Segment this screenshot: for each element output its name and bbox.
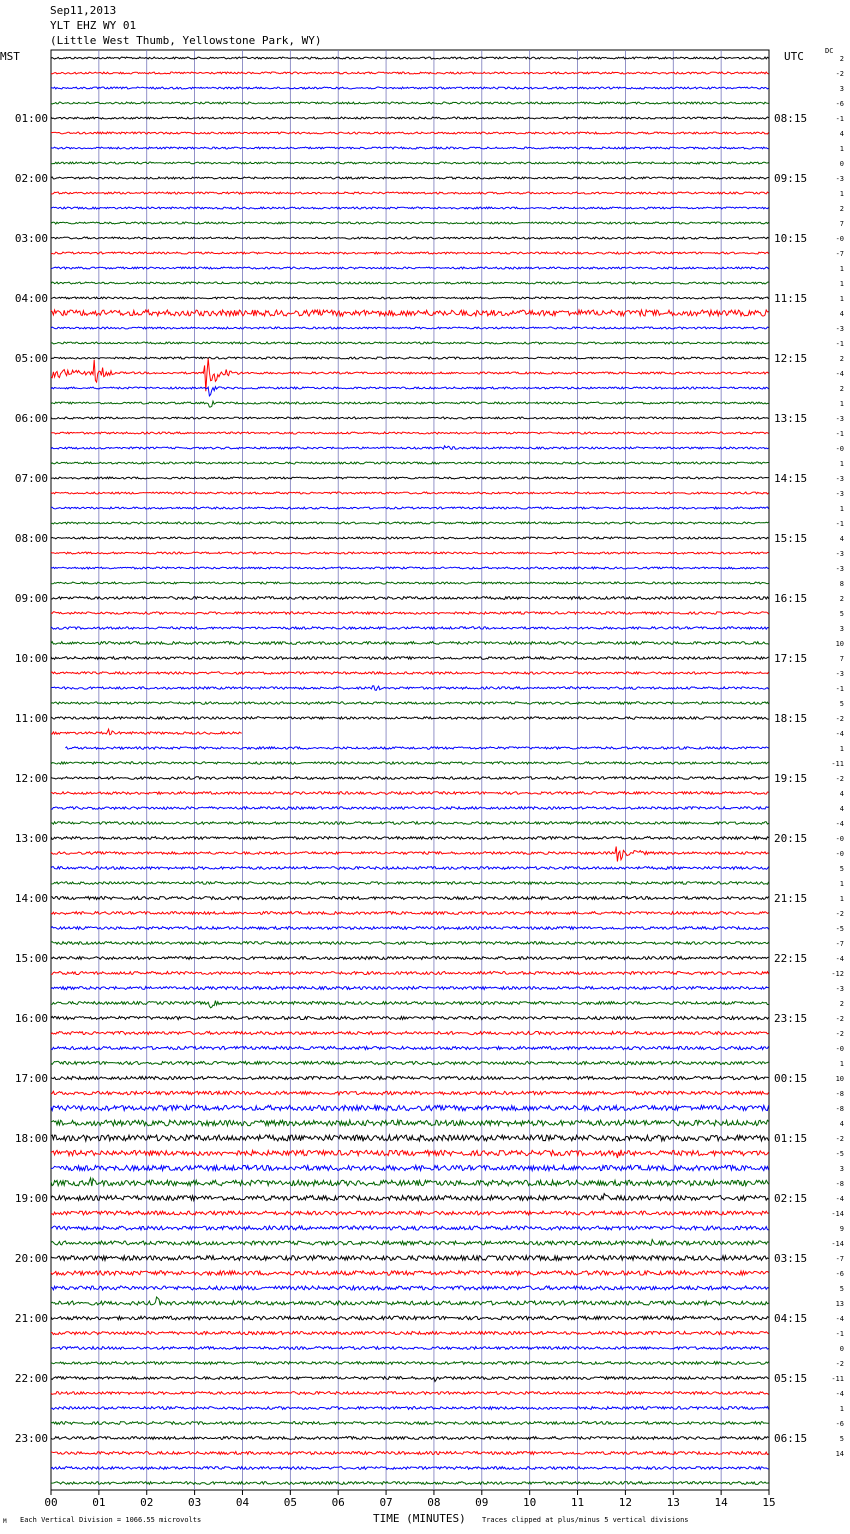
dc-offset-value: 2: [839, 595, 844, 603]
utc-hour-label: 16:15: [774, 592, 808, 605]
seismic-trace: [51, 582, 769, 584]
dc-offset-value: 1: [839, 745, 844, 753]
dc-offset-value: 8: [839, 580, 844, 588]
mst-hour-label: 13:00: [14, 832, 48, 845]
dc-offset-value: 0: [839, 160, 844, 168]
utc-hour-label: 08:15: [774, 112, 808, 125]
utc-hour-label: 05:15: [774, 1372, 808, 1385]
dc-offset-value: -2: [835, 775, 844, 783]
seismic-trace: [51, 1120, 769, 1126]
utc-hour-label: 20:15: [774, 832, 808, 845]
dc-offset-value: 4: [839, 310, 844, 318]
seismic-trace: [51, 117, 769, 119]
dc-offset-value: 0: [839, 1345, 844, 1353]
dc-offset-value: 13: [835, 1300, 844, 1308]
dc-offset-value: 4: [839, 790, 844, 798]
mst-hour-label: 14:00: [14, 892, 48, 905]
utc-hour-label: 22:15: [774, 952, 808, 965]
seismic-trace: [51, 1211, 769, 1215]
seismic-trace: [51, 359, 769, 392]
seismic-trace: [51, 972, 769, 975]
mst-hour-label: 04:00: [14, 292, 48, 305]
seismic-trace: [51, 897, 769, 900]
seismic-trace: [51, 1001, 769, 1008]
dc-offset-value: -1: [835, 115, 844, 123]
mst-hour-label: 20:00: [14, 1252, 48, 1265]
mst-hour-label: 09:00: [14, 592, 48, 605]
dc-offset-value: 1: [839, 145, 844, 153]
seismic-trace: [51, 477, 769, 479]
seismic-trace: [51, 1105, 769, 1110]
seismic-trace: [51, 987, 769, 990]
seismic-trace: [51, 882, 769, 885]
seismic-trace: [51, 401, 769, 407]
seismic-trace: [51, 1150, 769, 1158]
x-tick-label: 13: [666, 1496, 680, 1509]
dc-offset-value: 3: [839, 625, 844, 633]
seismic-trace: [51, 1091, 769, 1095]
utc-hour-label: 09:15: [774, 172, 808, 185]
dc-offset-value: -4: [835, 1315, 844, 1323]
dc-offset-value: -3: [835, 325, 844, 333]
seismic-trace: [51, 282, 769, 284]
utc-hour-label: 12:15: [774, 352, 808, 365]
dc-offset-value: -2: [835, 1030, 844, 1038]
dc-offset-value: 7: [839, 655, 844, 663]
seismic-trace: [51, 597, 769, 600]
seismic-trace: [51, 222, 769, 224]
dc-offset-value: -3: [835, 175, 844, 183]
dc-offset-value: 4: [839, 1120, 844, 1128]
dc-offset-value: -0: [835, 850, 844, 858]
dc-offset-value: -4: [835, 1390, 844, 1398]
seismic-trace: [51, 357, 769, 359]
seismic-trace: [51, 387, 769, 396]
dc-offset-value: 7: [839, 220, 844, 228]
seismic-trace: [51, 567, 769, 569]
dc-offset-value: 4: [839, 805, 844, 813]
dc-offset-value: -1: [835, 1330, 844, 1338]
seismic-trace: [51, 1178, 769, 1186]
utc-hour-label: 00:15: [774, 1072, 808, 1085]
dc-offset-value: -4: [835, 820, 844, 828]
seismic-trace: [51, 72, 769, 74]
dc-offset-value: -4: [835, 370, 844, 378]
mst-hour-label: 05:00: [14, 352, 48, 365]
dc-offset-value: 1: [839, 1060, 844, 1068]
mst-hour-label: 08:00: [14, 532, 48, 545]
dc-offset-value: -8: [835, 1180, 844, 1188]
utc-hour-label: 21:15: [774, 892, 808, 905]
seismic-trace: [51, 1467, 769, 1470]
mst-hour-label: 07:00: [14, 472, 48, 485]
seismic-trace: [51, 657, 769, 660]
mst-hour-label: 18:00: [14, 1132, 48, 1145]
station-code: YLT EHZ WY 01: [50, 19, 137, 32]
x-tick-label: 06: [331, 1496, 345, 1509]
utc-axis-label: UTC: [784, 50, 804, 63]
dc-offset-value: -3: [835, 415, 844, 423]
seismic-trace: [51, 1061, 769, 1064]
x-tick-label: 01: [92, 1496, 106, 1509]
dc-offset-value: 2: [839, 1000, 844, 1008]
dc-offset-value: -2: [835, 70, 844, 78]
dc-offset-value: 2: [839, 355, 844, 363]
dc-offset-value: -3: [835, 550, 844, 558]
seismic-trace: [51, 252, 769, 254]
dc-offset-value: 5: [839, 1435, 844, 1443]
utc-hour-label: 17:15: [774, 652, 808, 665]
utc-hour-label: 03:15: [774, 1252, 808, 1265]
seismic-trace: [51, 1362, 769, 1365]
seismic-trace: [51, 1482, 769, 1485]
dc-offset-value: -7: [835, 940, 844, 948]
dc-offset-value: 5: [839, 1285, 844, 1293]
seismic-trace: [51, 1331, 769, 1334]
clip-note: Traces clipped at plus/minus 5 vertical divisions: [482, 1516, 689, 1524]
seismic-trace: [51, 87, 769, 89]
utc-hour-label: 11:15: [774, 292, 808, 305]
dc-offset-value: 5: [839, 610, 844, 618]
x-tick-label: 07: [379, 1496, 393, 1509]
seismic-trace: [51, 777, 769, 780]
seismic-trace: [51, 672, 769, 674]
utc-hour-label: 14:15: [774, 472, 808, 485]
dc-offset-value: -2: [835, 1135, 844, 1143]
dc-offset-value: -0: [835, 445, 844, 453]
seismic-trace: [51, 102, 769, 104]
dc-offset-value: 5: [839, 865, 844, 873]
mst-hour-label: 21:00: [14, 1312, 48, 1325]
seismic-trace: [51, 297, 769, 299]
dc-offset-value: -1: [835, 340, 844, 348]
dc-offset-value: -6: [835, 1270, 844, 1278]
dc-offset-value: -1: [835, 430, 844, 438]
seismic-trace: [51, 686, 769, 691]
dc-offset-value: -3: [835, 565, 844, 573]
seismic-trace: [51, 522, 769, 524]
seismic-trace: [51, 1347, 769, 1350]
utc-hour-label: 06:15: [774, 1432, 808, 1445]
dc-offset-value: -3: [835, 670, 844, 678]
dc-offset-value: 14: [835, 1450, 844, 1458]
mst-hour-label: 23:00: [14, 1432, 48, 1445]
dc-offset-value: 1: [839, 460, 844, 468]
dc-offset-value: -11: [831, 760, 844, 768]
seismic-trace: [51, 957, 769, 960]
utc-hour-label: 15:15: [774, 532, 808, 545]
x-tick-label: 15: [762, 1496, 776, 1509]
seismic-trace: [51, 132, 769, 134]
x-tick-label: 09: [475, 1496, 489, 1509]
utc-hour-label: 01:15: [774, 1132, 808, 1145]
x-tick-label: 08: [427, 1496, 441, 1509]
dc-offset-value: 3: [839, 1165, 844, 1173]
x-tick-label: 03: [187, 1496, 202, 1509]
mst-axis-label: MST: [0, 50, 20, 63]
seismic-trace: [51, 847, 769, 862]
logo-mark: M: [3, 1518, 7, 1525]
mst-hour-label: 12:00: [14, 772, 48, 785]
seismic-trace: [51, 342, 769, 344]
seismic-trace: [51, 1392, 769, 1395]
seismic-trace: [51, 1422, 769, 1425]
dc-offset-value: 1: [839, 190, 844, 198]
dc-offset-value: -3: [835, 985, 844, 993]
utc-hour-label: 18:15: [774, 712, 808, 725]
seismic-trace: [51, 1271, 769, 1275]
dc-offset-value: -5: [835, 925, 844, 933]
utc-hour-label: 23:15: [774, 1012, 808, 1025]
dc-offset-value: -2: [835, 715, 844, 723]
dc-offset-value: -0: [835, 1045, 844, 1053]
dc-offset-value: -6: [835, 1420, 844, 1428]
seismic-trace: [51, 717, 769, 719]
x-tick-label: 12: [618, 1496, 633, 1509]
x-tick-label: 00: [44, 1496, 58, 1509]
seismic-trace: [51, 327, 769, 329]
seismic-trace: [51, 462, 769, 464]
seismic-trace: [51, 267, 769, 269]
seismic-trace: [51, 1297, 769, 1305]
seismic-trace: [51, 822, 769, 825]
seismic-trace: [51, 1016, 769, 1019]
utc-hour-label: 04:15: [774, 1312, 808, 1325]
dc-offset-value: -5: [835, 1150, 844, 1158]
seismic-trace: [51, 1452, 769, 1455]
dc-offset-value: 2: [839, 55, 844, 63]
dc-offset-value: 10: [835, 640, 844, 648]
dc-offset-value: -4: [835, 1195, 844, 1203]
seismic-trace: [51, 1031, 769, 1034]
mst-hour-label: 03:00: [14, 232, 48, 245]
mst-hour-label: 15:00: [14, 952, 48, 965]
x-tick-label: 04: [235, 1496, 250, 1509]
seismic-trace: [51, 537, 769, 539]
dc-offset-value: 1: [839, 280, 844, 288]
dc-offset-value: -0: [835, 835, 844, 843]
seismic-trace: [51, 1316, 769, 1320]
seismic-trace: [51, 192, 769, 194]
dc-offset-value: 4: [839, 535, 844, 543]
dc-offset-value: 1: [839, 400, 844, 408]
dc-offset-value: 1: [839, 295, 844, 303]
seismic-trace: [51, 1256, 769, 1261]
seismic-trace: [51, 1226, 769, 1230]
dc-offset-value: -0: [835, 235, 844, 243]
seismic-trace: [51, 207, 769, 209]
seismic-trace: [51, 1135, 769, 1141]
x-tick-label: 02: [140, 1496, 154, 1509]
seismic-trace: [51, 762, 769, 764]
seismic-trace: [51, 627, 769, 629]
mst-hour-label: 11:00: [14, 712, 48, 725]
scale-note: Each Vertical Division = 1066.55 microvolts: [20, 1516, 202, 1524]
dc-offset-value: 5: [839, 700, 844, 708]
utc-hour-label: 10:15: [774, 232, 808, 245]
dc-offset-value: -8: [835, 1105, 844, 1113]
mst-hour-label: 01:00: [14, 112, 48, 125]
mst-hour-label: 06:00: [14, 412, 48, 425]
seismic-trace: [51, 792, 769, 795]
dc-offset-value: -11: [831, 1375, 844, 1383]
seismic-trace: [51, 807, 769, 810]
seismic-trace: [51, 612, 769, 614]
dc-offset-value: 2: [839, 205, 844, 213]
dc-offset-value: -4: [835, 730, 844, 738]
dc-offset-value: -3: [835, 475, 844, 483]
dc-offset-value: -2: [835, 1015, 844, 1023]
seismic-trace: [51, 432, 769, 434]
seismic-trace: [51, 446, 769, 450]
dc-offset-value: 3: [839, 85, 844, 93]
dc-offset-value: -7: [835, 250, 844, 258]
dc-offset-value: 1: [839, 880, 844, 888]
seismic-trace: [51, 237, 769, 239]
seismic-trace: [51, 1286, 769, 1290]
dc-offset-value: 1: [839, 1405, 844, 1413]
mst-hour-label: 22:00: [14, 1372, 48, 1385]
seismic-trace: [51, 702, 769, 705]
seismic-trace: [65, 747, 768, 749]
seismic-trace: [51, 162, 769, 164]
dc-offset-value: 10: [835, 1075, 844, 1083]
dc-offset-value: 1: [839, 265, 844, 273]
seismic-trace: [51, 177, 769, 179]
seismic-trace: [51, 1165, 769, 1170]
seismic-trace: [51, 1407, 769, 1410]
mst-hour-label: 19:00: [14, 1192, 48, 1205]
seismic-trace: [51, 1076, 769, 1079]
seismic-trace: [51, 57, 769, 59]
dc-offset-value: -6: [835, 100, 844, 108]
dc-offset-value: 9: [839, 1225, 844, 1233]
dc-offset-value: 1: [839, 895, 844, 903]
seismic-trace: [51, 147, 769, 149]
station-location: (Little West Thumb, Yellowstone Park, WY): [50, 34, 322, 47]
seismic-trace: [51, 642, 769, 645]
seismic-trace: [51, 837, 769, 840]
mst-hour-label: 10:00: [14, 652, 48, 665]
seismic-trace: [51, 1437, 769, 1440]
dc-offset-value: -1: [835, 520, 844, 528]
dc-offset-value: -2: [835, 910, 844, 918]
dc-offset-value: 1: [839, 505, 844, 513]
dc-offset-value: -14: [831, 1240, 844, 1248]
dc-offset-value: -1: [835, 685, 844, 693]
x-tick-label: 14: [714, 1496, 728, 1509]
seismic-trace: [51, 1377, 769, 1382]
seismic-trace: [51, 417, 769, 419]
dc-offset-value: -14: [831, 1210, 844, 1218]
dc-offset-value: -8: [835, 1090, 844, 1098]
dc-offset-value: 2: [839, 385, 844, 393]
mst-hour-label: 17:00: [14, 1072, 48, 1085]
seismic-trace: [51, 942, 769, 945]
dc-offset-value: -3: [835, 490, 844, 498]
dc-offset-value: 4: [839, 130, 844, 138]
utc-hour-label: 02:15: [774, 1192, 808, 1205]
dc-offset-value: -7: [835, 1255, 844, 1263]
mst-hour-label: 02:00: [14, 172, 48, 185]
seismic-trace: [51, 310, 769, 316]
x-tick-label: 05: [283, 1496, 297, 1509]
dc-offset-label: DC: [825, 47, 834, 55]
seismic-trace: [51, 867, 769, 870]
dc-offset-value: -2: [835, 1360, 844, 1368]
x-axis-title: TIME (MINUTES): [373, 1512, 466, 1525]
seismic-trace: [51, 1240, 769, 1246]
seismic-trace: [51, 492, 769, 494]
plot-date: Sep11,2013: [50, 4, 117, 17]
utc-hour-label: 13:15: [774, 412, 808, 425]
seismic-trace: [51, 1194, 769, 1201]
dc-offset-value: -4: [835, 955, 844, 963]
seismic-trace: [51, 507, 769, 509]
seismic-trace: [51, 912, 769, 915]
dc-offset-value: -12: [831, 970, 844, 978]
mst-hour-label: 16:00: [14, 1012, 48, 1025]
x-tick-label: 10: [523, 1496, 537, 1509]
x-tick-label: 11: [570, 1496, 585, 1509]
seismic-trace: [51, 552, 769, 554]
seismic-trace: [51, 1046, 769, 1049]
seismic-trace: [51, 927, 769, 930]
utc-hour-label: 19:15: [774, 772, 808, 785]
